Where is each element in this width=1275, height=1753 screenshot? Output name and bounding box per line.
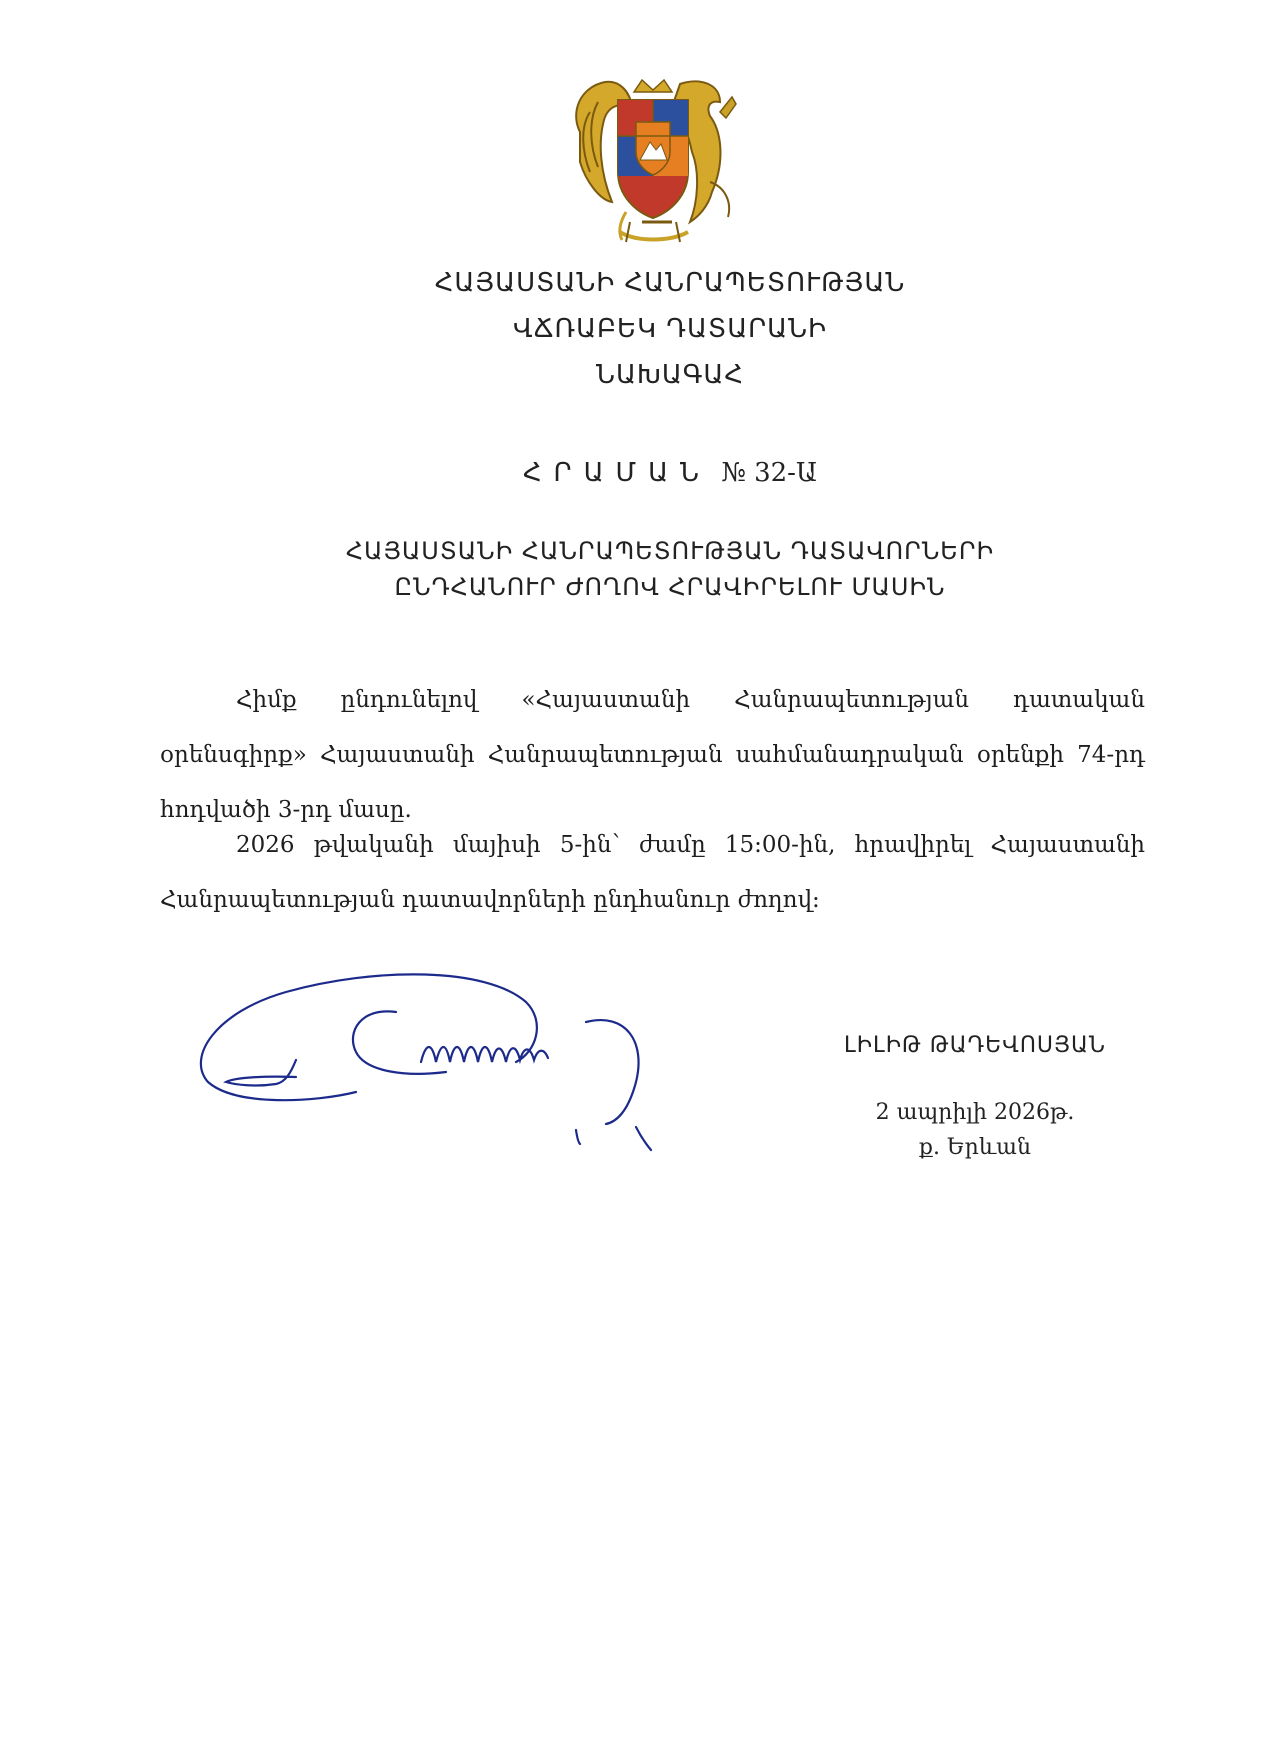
institution-line-3: ՆԱԽԱԳԱՀ: [596, 360, 744, 390]
body-paragraph-1: Հիմք ընդունելով «Հայաստանի Հանրապետության դատական օրենսգիրք» Հայաստանի Հանրապետության սահմանադրական օրենքի 74-րդ հոդվածի 3-րդ մասը.: [160, 687, 1145, 823]
institution-line-2: ՎՃՌԱԲԵԿ ԴԱՏԱՐԱՆԻ: [512, 314, 828, 344]
handwritten-signature: [196, 972, 756, 1182]
signing-date: 2 ապրիլի 2026թ.: [875, 1100, 1075, 1125]
armenian-coat-of-arms-icon: [560, 72, 746, 248]
signing-city: ք. Երևան: [918, 1135, 1032, 1160]
decree-title: [420, 458, 920, 488]
signer-name: ԼԻԼԻԹ ԹԱԴԵՎՈՍՅԱՆ: [844, 1033, 1106, 1058]
decree-number: № 32-Ա: [721, 458, 818, 488]
body-paragraph-2: 2026 թվականի մայիսի 5-ին՝ ժամը 15:00-ին, հրավիրել Հայաստանի Հանրապետության դատավորների ընդհանուր ժողով:: [160, 832, 1145, 913]
subject-line-1: ՀԱՅԱՍՏԱՆԻ ՀԱՆՐԱՊԵՏՈՒԹՅԱՆ ԴԱՏԱՎՈՐՆԵՐԻ: [345, 537, 995, 565]
subject-line-2: ԸՆԴՀԱՆՈՒՐ ԺՈՂՈՎ ՀՐԱՎԻՐԵԼՈՒ ՄԱՍԻՆ: [394, 573, 946, 601]
institution-line-1: ՀԱՅԱՍՏԱՆԻ ՀԱՆՐԱՊԵՏՈՒԹՅԱՆ: [434, 268, 906, 298]
decree-word: ՀՐԱՄԱՆ: [522, 458, 711, 488]
